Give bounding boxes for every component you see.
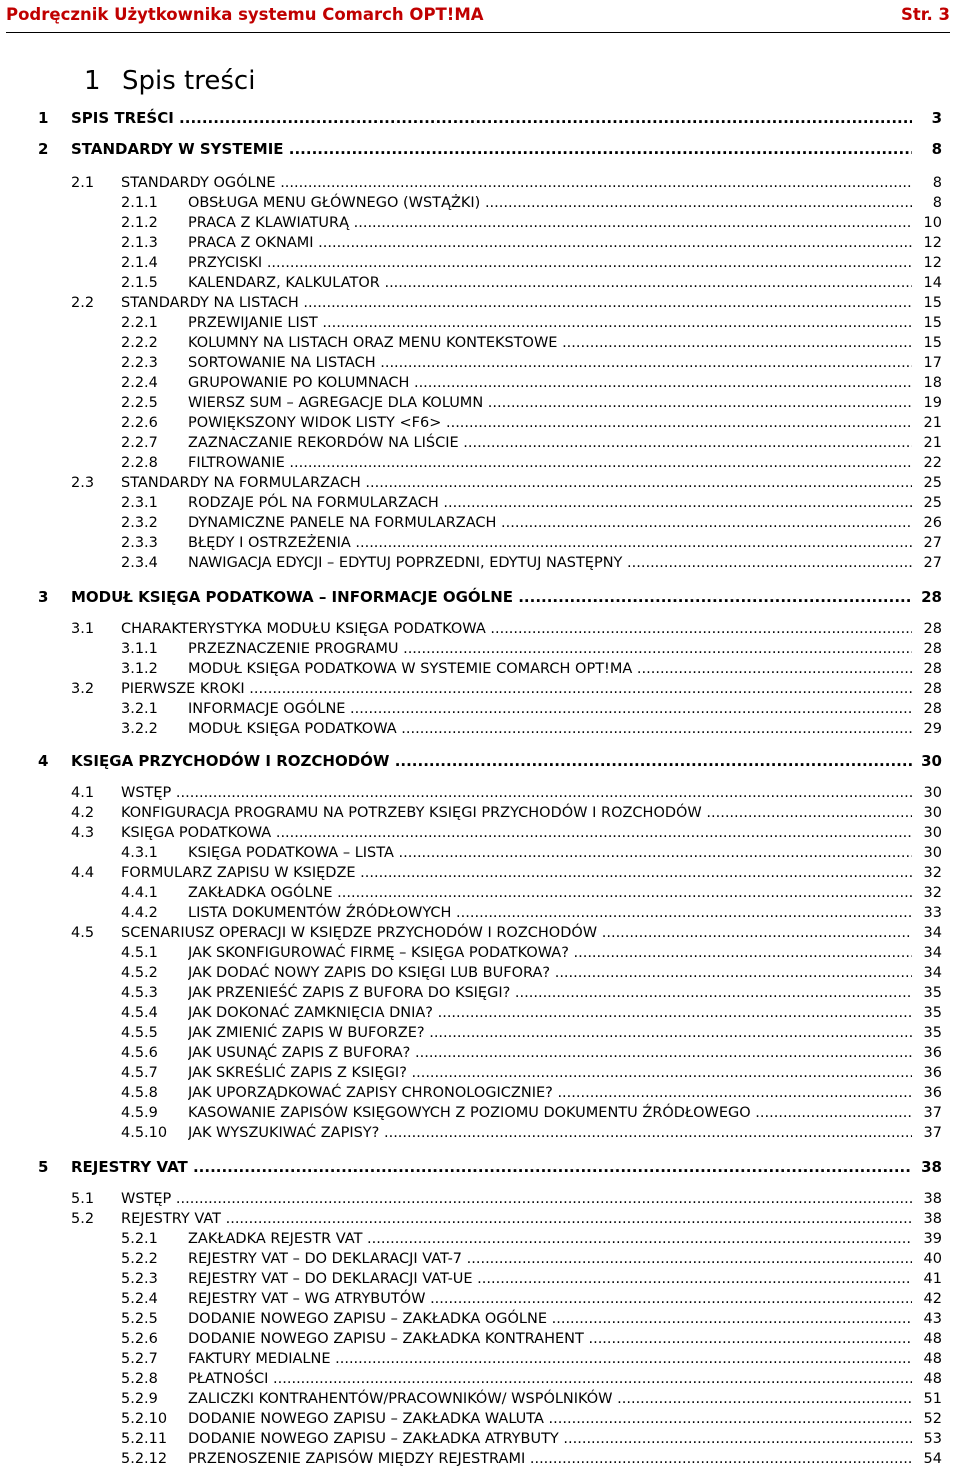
toc-entry[interactable] <box>0 253 960 273</box>
toc-entry[interactable] <box>0 1289 960 1309</box>
toc-entry-page: 25 <box>923 475 942 491</box>
toc-entry-title: OBSŁUGA MENU GŁÓWNEGO (WSTĄŻKI) ..... <box>188 193 912 213</box>
toc-entry-page: 12 <box>923 235 942 251</box>
toc-entry-number: 1 <box>38 109 49 127</box>
toc-entry[interactable] <box>0 553 960 573</box>
toc-entry-title: PIERWSZE KROKI ..... <box>121 679 912 699</box>
toc-entry-number: 4.5.2 <box>121 965 158 981</box>
toc-entry-title: PRZYCISKI ..... <box>188 253 912 273</box>
toc-entry-number: 5.1 <box>71 1191 95 1207</box>
toc-entry[interactable] <box>0 823 960 843</box>
toc-entry[interactable] <box>0 233 960 253</box>
toc-entry-page: 51 <box>923 1391 942 1407</box>
toc-entry-number: 2.1 <box>71 175 95 191</box>
toc-entry-page: 12 <box>923 255 942 271</box>
toc-entry-number: 3.2 <box>71 681 95 697</box>
toc-entry[interactable] <box>0 1329 960 1349</box>
toc-entry-number: 4.4.1 <box>121 885 158 901</box>
toc-entry-number: 2.3.4 <box>121 555 158 571</box>
toc-entry-number: 4.5.4 <box>121 1005 158 1021</box>
toc-entry-page: 34 <box>923 945 942 961</box>
toc-entry-page: 48 <box>923 1371 942 1387</box>
toc-entry[interactable] <box>0 1209 960 1229</box>
toc-entry-page: 32 <box>923 865 942 881</box>
toc-entry-page: 30 <box>923 785 942 801</box>
toc-entry-title: MODUŁ KSIĘGA PODATKOWA – INFORMACJE OGÓLNE ..... <box>71 587 912 607</box>
toc-entry-page: 29 <box>923 721 942 737</box>
toc-entry-page: 15 <box>923 335 942 351</box>
toc-entry-page: 41 <box>923 1271 942 1287</box>
toc-entry-title: RODZAJE PÓL NA FORMULARZACH ..... <box>188 493 912 513</box>
toc-entry-number: 5.2.6 <box>121 1331 158 1347</box>
toc-entry[interactable] <box>0 433 960 453</box>
toc-entry-number: 2.3.3 <box>121 535 158 551</box>
toc-entry-page: 21 <box>923 435 942 451</box>
toc-entry-number: 2.2.2 <box>121 335 158 351</box>
toc-entry-title: MODUŁ KSIĘGA PODATKOWA ..... <box>188 719 912 739</box>
toc-entry-number: 4.5.1 <box>121 945 158 961</box>
toc-entry[interactable] <box>0 1389 960 1409</box>
toc-entry-number: 5.2.8 <box>121 1371 158 1387</box>
toc-entry-page: 3 <box>931 109 942 127</box>
toc-entry-number: 4 <box>38 752 49 770</box>
toc-entry[interactable] <box>0 699 960 719</box>
toc-entry-title: JAK UPORZĄDKOWAĆ ZAPISY CHRONOLOGICZNIE? ..... <box>188 1083 912 1103</box>
toc-entry-number: 2.3.2 <box>121 515 158 531</box>
toc-entry-title: REJESTRY VAT – WG ATRYBUTÓW ..... <box>188 1289 912 1309</box>
toc-entry-title: MODUŁ KSIĘGA PODATKOWA W SYSTEMIE COMARCH OPT!MA ..... <box>188 659 912 679</box>
toc-entry-number: 4.5.6 <box>121 1045 158 1061</box>
toc-entry-title: JAK WYSZUKIWAĆ ZAPISY? ..... <box>188 1123 912 1143</box>
toc-entry[interactable] <box>0 1189 960 1209</box>
toc-entry-page: 36 <box>923 1065 942 1081</box>
toc-entry[interactable] <box>0 273 960 293</box>
toc-entry-number: 5.2.12 <box>121 1451 168 1467</box>
toc-entry-number: 5.2.7 <box>121 1351 158 1367</box>
toc-entry[interactable] <box>0 1123 960 1143</box>
toc-entry[interactable] <box>0 1349 960 1369</box>
toc-entry-page: 10 <box>923 215 942 231</box>
toc-entry-title: DODANIE NOWEGO ZAPISU – ZAKŁADKA WALUTA ..... <box>188 1409 912 1429</box>
toc-entry[interactable] <box>0 293 960 313</box>
toc-entry-number: 4.1 <box>71 785 95 801</box>
toc-entry-number: 2.1.4 <box>121 255 158 271</box>
toc-entry[interactable] <box>0 659 960 679</box>
toc-entry[interactable] <box>0 1449 960 1469</box>
toc-entry-number: 4.5.5 <box>121 1025 158 1041</box>
toc-entry-title: KALENDARZ, KALKULATOR ..... <box>188 273 912 293</box>
toc-entry[interactable] <box>0 1309 960 1329</box>
toc-entry-page: 30 <box>923 805 942 821</box>
toc-entry-number: 2.1.3 <box>121 235 158 251</box>
toc-entry[interactable] <box>0 1269 960 1289</box>
toc-entry-title: FORMULARZ ZAPISU W KSIĘDZE ..... <box>121 863 912 883</box>
toc-entry[interactable] <box>0 783 960 803</box>
toc-entry-number: 5.2 <box>71 1211 95 1227</box>
toc-entry-number: 2.2.6 <box>121 415 158 431</box>
toc-entry-title: WSTĘP ..... <box>121 1189 912 1209</box>
toc-entry[interactable] <box>0 883 960 903</box>
toc-entry[interactable] <box>0 353 960 373</box>
toc-entry-title: CHARAKTERYSTYKA MODUŁU KSIĘGA PODATKOWA ..... <box>121 619 912 639</box>
toc-entry-number: 4.4 <box>71 865 95 881</box>
toc-entry-page: 30 <box>923 825 942 841</box>
toc-entry-page: 25 <box>923 495 942 511</box>
toc-entry-number: 3.1.2 <box>121 661 158 677</box>
toc-entry-page: 38 <box>923 1191 942 1207</box>
toc-entry-number: 2.2 <box>71 295 95 311</box>
toc-entry-title: ZAZNACZANIE REKORDÓW NA LIŚCIE ..... <box>188 433 912 453</box>
toc-entry-title: DODANIE NOWEGO ZAPISU – ZAKŁADKA ATRYBUTY ..... <box>188 1429 912 1449</box>
toc-entry-page: 30 <box>921 752 942 770</box>
toc-entry-page: 37 <box>923 1125 942 1141</box>
toc-entry-number: 4.2 <box>71 805 95 821</box>
toc-entry-title: KSIĘGA PRZYCHODÓW I ROZCHODÓW ..... <box>71 751 912 771</box>
toc-entry-page: 35 <box>923 985 942 1001</box>
toc-entry[interactable] <box>0 173 960 193</box>
toc-entry-page: 30 <box>923 845 942 861</box>
toc-entry-page: 8 <box>932 195 942 211</box>
toc-entry[interactable] <box>0 1043 960 1063</box>
toc-entry-title: POWIĘKSZONY WIDOK LISTY <F6> ..... <box>188 413 912 433</box>
toc-entry-title: STANDARDY OGÓLNE ..... <box>121 173 912 193</box>
toc-entry[interactable] <box>0 923 960 943</box>
toc-entry-title: KSIĘGA PODATKOWA – LISTA ..... <box>188 843 912 863</box>
toc-entry[interactable] <box>0 587 960 607</box>
toc-entry-number: 5.2.9 <box>121 1391 158 1407</box>
toc-entry-title: ZALICZKI KONTRAHENTÓW/PRACOWNIKÓW/ WSPÓLNIKÓW ..... <box>188 1389 912 1409</box>
toc-entry-title: GRUPOWANIE PO KOLUMNACH ..... <box>188 373 912 393</box>
toc-entry-title: JAK SKREŚLIĆ ZAPIS Z KSIĘGI? ..... <box>188 1063 912 1083</box>
toc-entry-number: 5.2.4 <box>121 1291 158 1307</box>
toc-entry-title: NAWIGACJA EDYCJI – EDYTUJ POPRZEDNI, EDYTUJ NASTĘPNY ..... <box>188 553 912 573</box>
toc-entry-page: 28 <box>923 621 942 637</box>
toc-entry-page: 14 <box>923 275 942 291</box>
toc-entry-page: 54 <box>923 1451 942 1467</box>
toc-entry-number: 2.1.1 <box>121 195 158 211</box>
toc-heading-number: 1 <box>84 66 101 96</box>
toc-entry-title: JAK DODAĆ NOWY ZAPIS DO KSIĘGI LUB BUFORA? ..... <box>188 963 912 983</box>
toc-entry-number: 3.2.1 <box>121 701 158 717</box>
toc-entry-title: KSIĘGA PODATKOWA ..... <box>121 823 912 843</box>
toc-entry-title: STANDARDY NA FORMULARZACH ..... <box>121 473 912 493</box>
toc-entry-title: PRZEWIJANIE LIST ..... <box>188 313 912 333</box>
toc-entry-page: 27 <box>923 555 942 571</box>
toc-entry-title: FILTROWANIE ..... <box>188 453 912 473</box>
toc-entry[interactable] <box>0 963 960 983</box>
toc-entry-page: 27 <box>923 535 942 551</box>
toc-entry-number: 5.2.1 <box>121 1231 158 1247</box>
toc-entry-number: 4.5.8 <box>121 1085 158 1101</box>
toc-entry-page: 32 <box>923 885 942 901</box>
toc-entry-page: 34 <box>923 925 942 941</box>
toc-entry-number: 2.3 <box>71 475 95 491</box>
toc-entry-page: 36 <box>923 1045 942 1061</box>
toc-entry[interactable] <box>0 863 960 883</box>
toc-entry[interactable] <box>0 943 960 963</box>
toc-entry-number: 4.5 <box>71 925 95 941</box>
toc-entry-page: 8 <box>931 140 942 158</box>
toc-entry-number: 5.2.5 <box>121 1311 158 1327</box>
toc-entry[interactable] <box>0 1369 960 1389</box>
toc-entry[interactable] <box>0 533 960 553</box>
header-rule <box>6 32 950 33</box>
toc-entry-page: 26 <box>923 515 942 531</box>
toc-entry-page: 15 <box>923 315 942 331</box>
page-number: Str. 3 <box>900 5 950 24</box>
toc-entry-number: 2.2.7 <box>121 435 158 451</box>
toc-entry[interactable] <box>0 108 960 128</box>
toc-entry-page: 22 <box>923 455 942 471</box>
toc-entry-number: 2.2.8 <box>121 455 158 471</box>
toc-entry-page: 28 <box>923 701 942 717</box>
toc-entry-number: 2.3.1 <box>121 495 158 511</box>
toc-entry[interactable] <box>0 493 960 513</box>
toc-entry-page: 53 <box>923 1431 942 1447</box>
toc-entry-page: 28 <box>923 681 942 697</box>
toc-entry-title: ZAKŁADKA REJESTR VAT ..... <box>188 1229 912 1249</box>
toc-entry[interactable] <box>0 213 960 233</box>
toc-entry-number: 4.3.1 <box>121 845 158 861</box>
toc-entry-page: 40 <box>923 1251 942 1267</box>
toc-entry-title: REJESTRY VAT ..... <box>71 1157 912 1177</box>
toc-entry[interactable] <box>0 373 960 393</box>
toc-entry-page: 18 <box>923 375 942 391</box>
toc-entry-number: 2.2.5 <box>121 395 158 411</box>
toc-entry[interactable] <box>0 313 960 333</box>
toc-entry-page: 38 <box>923 1211 942 1227</box>
toc-entry-page: 21 <box>923 415 942 431</box>
toc-entry-title: WSTĘP ..... <box>121 783 912 803</box>
toc-entry-title: SCENARIUSZ OPERACJI W KSIĘDZE PRZYCHODÓW I ROZCHODÓW ..... <box>121 923 912 943</box>
toc-entry[interactable] <box>0 983 960 1003</box>
toc-entry-number: 5.2.2 <box>121 1251 158 1267</box>
toc-entry-title: REJESTRY VAT – DO DEKLARACJI VAT-UE ..... <box>188 1269 912 1289</box>
toc-entry[interactable] <box>0 193 960 213</box>
toc-entry-page: 37 <box>923 1105 942 1121</box>
toc-entry-page: 28 <box>923 641 942 657</box>
toc-entry-page: 42 <box>923 1291 942 1307</box>
toc-entry[interactable] <box>0 843 960 863</box>
toc-entry-title: KONFIGURACJA PROGRAMU NA POTRZEBY KSIĘGI PRZYCHODÓW I ROZCHODÓW ..... <box>121 803 912 823</box>
toc-entry[interactable] <box>0 751 960 771</box>
toc-entry-page: 48 <box>923 1351 942 1367</box>
toc-entry[interactable] <box>0 1229 960 1249</box>
toc-entry-number: 3.1.1 <box>121 641 158 657</box>
toc-entry[interactable] <box>0 513 960 533</box>
toc-heading <box>84 66 255 96</box>
toc-entry-number: 2.2.1 <box>121 315 158 331</box>
toc-entry-page: 19 <box>923 395 942 411</box>
toc-entry-page: 35 <box>923 1025 942 1041</box>
toc-entry-number: 2.1.5 <box>121 275 158 291</box>
toc-entry-title: DODANIE NOWEGO ZAPISU – ZAKŁADKA KONTRAHENT ..... <box>188 1329 912 1349</box>
toc-entry[interactable] <box>0 1409 960 1429</box>
toc-entry-number: 2 <box>38 140 49 158</box>
toc-entry[interactable] <box>0 1249 960 1269</box>
toc-entry-page: 33 <box>923 905 942 921</box>
toc-entry-page: 48 <box>923 1331 942 1347</box>
toc-entry-title: INFORMACJE OGÓLNE ..... <box>188 699 912 719</box>
toc-entry-title: STANDARDY W SYSTEMIE ..... <box>71 139 912 159</box>
toc-entry-title: REJESTRY VAT – DO DEKLARACJI VAT-7 ..... <box>188 1249 912 1269</box>
toc-entry-title: ZAKŁADKA OGÓLNE ..... <box>188 883 912 903</box>
toc-entry-title: JAK PRZENIEŚĆ ZAPIS Z BUFORA DO KSIĘGI? ..... <box>188 983 912 1003</box>
toc-entry-page: 43 <box>923 1311 942 1327</box>
toc-entry-page: 8 <box>932 175 942 191</box>
toc-heading-text: Spis treści <box>122 66 256 96</box>
toc-entry[interactable] <box>0 639 960 659</box>
toc-entry-number: 5.2.3 <box>121 1271 158 1287</box>
toc-entry-page: 34 <box>923 965 942 981</box>
toc-entry[interactable] <box>0 1023 960 1043</box>
toc-entry[interactable] <box>0 1429 960 1449</box>
toc-entry-number: 3.2.2 <box>121 721 158 737</box>
toc-entry[interactable] <box>0 719 960 739</box>
toc-entry[interactable] <box>0 473 960 493</box>
toc-entry-page: 39 <box>923 1231 942 1247</box>
toc-entry-title: KOLUMNY NA LISTACH ORAZ MENU KONTEKSTOWE ..... <box>188 333 912 353</box>
toc-entry-title: PŁATNOŚCI ..... <box>188 1369 912 1389</box>
toc-entry[interactable] <box>0 803 960 823</box>
toc-entry-number: 2.1.2 <box>121 215 158 231</box>
toc-entry-number: 4.5.7 <box>121 1065 158 1081</box>
toc-entry-title: SORTOWANIE NA LISTACH ..... <box>188 353 912 373</box>
page-header <box>0 0 960 30</box>
toc-entry[interactable] <box>0 1157 960 1177</box>
toc-entry-number: 4.5.9 <box>121 1105 158 1121</box>
toc-entry-title: PRACA Z OKNAMI ..... <box>188 233 912 253</box>
toc-entry[interactable] <box>0 903 960 923</box>
toc-entry-number: 2.2.4 <box>121 375 158 391</box>
toc-entry-title: SPIS TREŚCI ..... <box>71 108 912 128</box>
toc-entry-number: 2.2.3 <box>121 355 158 371</box>
toc-entry[interactable] <box>0 333 960 353</box>
toc-entry-number: 4.5.10 <box>121 1125 168 1141</box>
toc-entry[interactable] <box>0 1083 960 1103</box>
toc-entry[interactable] <box>0 393 960 413</box>
toc-entry-title: JAK USUNĄĆ ZAPIS Z BUFORA? ..... <box>188 1043 912 1063</box>
document-title: Podręcznik Użytkownika systemu Comarch OPT!MA <box>6 5 484 24</box>
toc-entry[interactable] <box>0 1003 960 1023</box>
toc-entry[interactable] <box>0 413 960 433</box>
toc-entry-title: DYNAMICZNE PANELE NA FORMULARZACH ..... <box>188 513 912 533</box>
toc-entry-page: 52 <box>923 1411 942 1427</box>
toc-entry-page: 36 <box>923 1085 942 1101</box>
toc-entry-title: DODANIE NOWEGO ZAPISU – ZAKŁADKA OGÓLNE ..... <box>188 1309 912 1329</box>
toc-entry-page: 38 <box>921 1158 942 1176</box>
toc-entry-number: 5.2.11 <box>121 1431 168 1447</box>
toc-entry-title: PRZEZNACZENIE PROGRAMU ..... <box>188 639 912 659</box>
toc-entry-title: JAK DOKONAĆ ZAMKNIĘCIA DNIA? ..... <box>188 1003 912 1023</box>
toc-entry-number: 4.5.3 <box>121 985 158 1001</box>
toc-entry[interactable] <box>0 453 960 473</box>
toc-entry-number: 4.4.2 <box>121 905 158 921</box>
toc-entry[interactable] <box>0 139 960 159</box>
toc-entry[interactable] <box>0 679 960 699</box>
toc-entry-title: FAKTURY MEDIALNE ..... <box>188 1349 912 1369</box>
toc-entry-number: 4.3 <box>71 825 95 841</box>
toc-entry-page: 28 <box>923 661 942 677</box>
toc-entry-title: REJESTRY VAT ..... <box>121 1209 912 1229</box>
toc-entry[interactable] <box>0 1063 960 1083</box>
toc-entry-title: BŁĘDY I OSTRZEŻENIA ..... <box>188 533 912 553</box>
toc-entry-number: 3.1 <box>71 621 95 637</box>
toc-entry-title: WIERSZ SUM – AGREGACJE DLA KOLUMN ..... <box>188 393 912 413</box>
toc-entry[interactable] <box>0 1103 960 1123</box>
toc-entry-title: LISTA DOKUMENTÓW ŹRÓDŁOWYCH ..... <box>188 903 912 923</box>
toc-entry-number: 5.2.10 <box>121 1411 168 1427</box>
toc-entry[interactable] <box>0 619 960 639</box>
toc-entry-page: 28 <box>921 588 942 606</box>
toc-entry-number: 5 <box>38 1158 49 1176</box>
toc-entry-page: 15 <box>923 295 942 311</box>
toc-entry-title: JAK SKONFIGUROWAĆ FIRMĘ – KSIĘGA PODATKOWA? ..... <box>188 943 912 963</box>
toc-entry-number: 3 <box>38 588 49 606</box>
toc-entry-title: STANDARDY NA LISTACH ..... <box>121 293 912 313</box>
toc-entry-title: KASOWANIE ZAPISÓW KSIĘGOWYCH Z POZIOMU DOKUMENTU ŹRÓDŁOWEGO ..... <box>188 1103 912 1123</box>
toc-entry-title: PRZENOSZENIE ZAPISÓW MIĘDZY REJESTRAMI ..... <box>188 1449 912 1469</box>
toc-entry-page: 17 <box>923 355 942 371</box>
toc-entry-page: 35 <box>923 1005 942 1021</box>
toc-entry-title: PRACA Z KLAWIATURĄ ..... <box>188 213 912 233</box>
toc-entry-title: JAK ZMIENIĆ ZAPIS W BUFORZE? ..... <box>188 1023 912 1043</box>
